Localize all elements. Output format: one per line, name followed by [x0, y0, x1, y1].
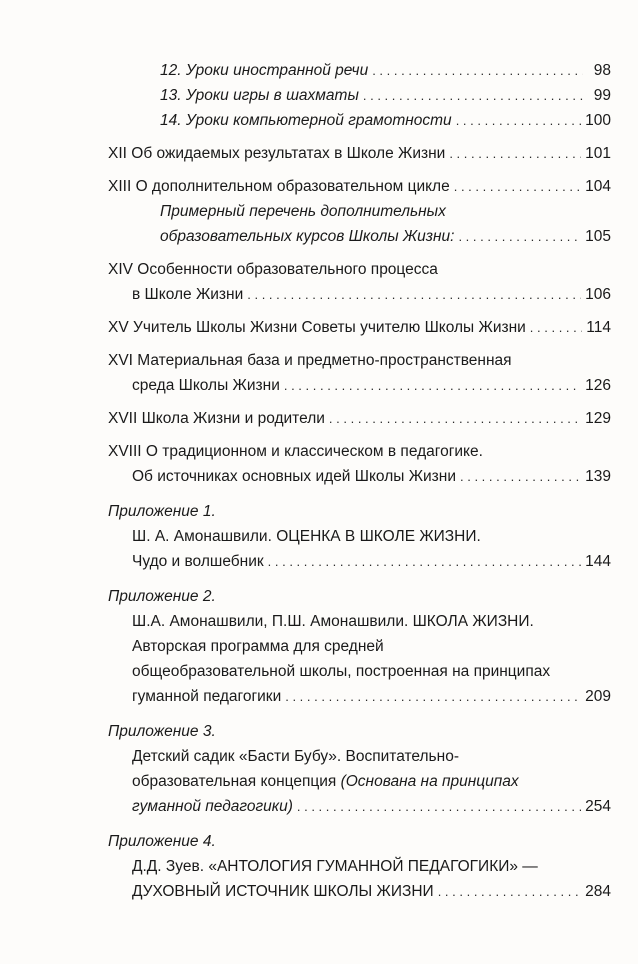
toc-entry-text-italic: (Основана на принципах — [340, 773, 519, 790]
toc-entry-line: XVIII О традиционном и классическом в педагогике. — [108, 443, 483, 460]
dot-leader — [285, 684, 581, 709]
toc-entry-text: 12. Уроки иностранной речи — [160, 62, 369, 79]
dot-leader — [372, 58, 583, 83]
toc-entry-xii — [108, 141, 611, 166]
table-of-contents — [108, 58, 611, 912]
toc-entry-13 — [108, 83, 611, 108]
toc-entry-text: в Школе Жизни — [132, 286, 244, 303]
appendix-title: Приложение 3. — [108, 723, 216, 740]
page-number: 114 — [586, 319, 611, 336]
toc-entry-line: Ш. А. Амонашвили. ОЦЕНКА В ШКОЛЕ ЖИЗНИ. — [132, 528, 481, 545]
dot-leader — [454, 174, 581, 199]
toc-entry-text: Чудо и волшебник — [132, 553, 264, 570]
toc-entry-line: Д.Д. Зуев. «АНТОЛОГИЯ ГУМАННОЙ ПЕДАГОГИКИ» — — [132, 858, 538, 875]
page-number: 100 — [585, 112, 611, 129]
page-number: 254 — [585, 798, 611, 815]
dot-leader — [297, 794, 581, 819]
toc-entry-xvii — [108, 406, 611, 431]
appendix-title: Приложение 1. — [108, 503, 216, 520]
page-number: 129 — [585, 410, 611, 427]
dot-leader — [458, 224, 581, 249]
toc-appendix-2 — [108, 584, 611, 709]
page-number: 284 — [585, 883, 611, 900]
toc-entry-xiii — [108, 174, 611, 199]
dot-leader — [456, 108, 581, 133]
toc-entry-line: Ш.А. Амонашвили, П.Ш. Амонашвили. ШКОЛА ЖИЗНИ. — [132, 613, 534, 630]
toc-entry-line: общеобразовательной школы, построенная на принципах — [132, 663, 551, 680]
dot-leader — [530, 315, 582, 340]
page-number: 144 — [585, 553, 611, 570]
toc-appendix-3 — [108, 719, 611, 819]
toc-entry-text: XVII Школа Жизни и родители — [108, 410, 325, 427]
toc-appendix-1 — [108, 499, 611, 574]
page-number: 101 — [585, 145, 611, 162]
page-number: 99 — [593, 87, 611, 104]
dot-leader — [268, 549, 581, 574]
dot-leader — [438, 879, 581, 904]
page-number: 98 — [593, 62, 611, 79]
dot-leader — [247, 282, 581, 307]
toc-entry-text: образовательная концепция — [132, 773, 337, 790]
toc-entry-line: Примерный перечень дополнительных — [160, 203, 446, 220]
toc-entry-line: XIV Особенности образовательного процесса — [108, 261, 438, 278]
toc-entry-text: XIII О дополнительном образовательном цикле — [108, 178, 450, 195]
toc-entry-text: гуманной педагогики) — [132, 798, 293, 815]
page-number: 139 — [585, 468, 611, 485]
toc-entry-14 — [108, 108, 611, 133]
toc-entry-12 — [108, 58, 611, 83]
toc-entry-line: Детский садик «Басти Бубу». Воспитательно- — [132, 748, 459, 765]
toc-appendix-4 — [108, 829, 611, 904]
dot-leader — [329, 406, 581, 431]
toc-entry-xviii — [108, 439, 611, 489]
page-number: 126 — [585, 377, 611, 394]
toc-entry-text: среда Школы Жизни — [132, 377, 280, 394]
dot-leader — [449, 141, 581, 166]
toc-entry-line: XVI Материальная база и предметно-пространственная — [108, 352, 512, 369]
toc-entry-text: XII Об ожидаемых результатах в Школе Жизни — [108, 145, 446, 162]
toc-entry-xvi — [108, 348, 611, 398]
toc-entry-xv — [108, 315, 611, 340]
appendix-title: Приложение 4. — [108, 833, 216, 850]
dot-leader — [460, 464, 581, 489]
page-number: 104 — [585, 178, 611, 195]
toc-entry-line: Авторская программа для средней — [132, 638, 384, 655]
page-number: 105 — [585, 228, 611, 245]
toc-entry-text: XV Учитель Школы Жизни Советы учителю Школы Жизни — [108, 319, 526, 336]
page-number: 209 — [585, 688, 611, 705]
toc-entry-text: образовательных курсов Школы Жизни: — [160, 228, 455, 245]
appendix-title: Приложение 2. — [108, 588, 216, 605]
toc-entry-text: ДУХОВНЫЙ ИСТОЧНИК ШКОЛЫ ЖИЗНИ — [132, 883, 434, 900]
toc-entry-text: Об источниках основных идей Школы Жизни — [132, 468, 457, 485]
toc-entry-text: гуманной педагогики — [132, 688, 282, 705]
dot-leader — [363, 83, 583, 108]
toc-entry-xiii-sub — [108, 199, 611, 249]
dot-leader — [284, 373, 581, 398]
toc-entry-xiv — [108, 257, 611, 307]
page-number: 106 — [585, 286, 611, 303]
toc-entry-text: 13. Уроки игры в шахматы — [160, 87, 359, 104]
toc-entry-text: 14. Уроки компьютерной грамотности — [160, 112, 452, 129]
